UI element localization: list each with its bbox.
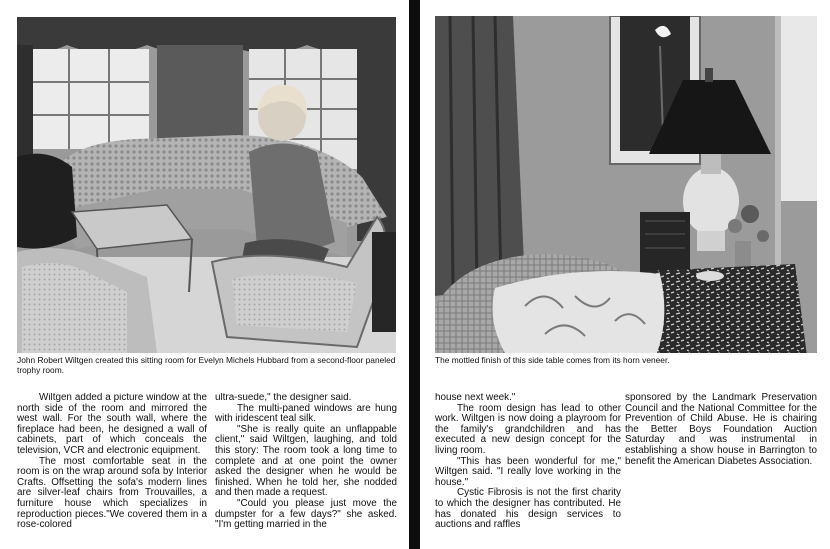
paragraph: The most comfortable seat in the room is on the wrap around sofa by Interior Crafts. Offsetting the sofa's modern lines are silver-leaf chairs from Trouvailles, a furniture house which specializes in reproduction pieces."We covered them in a rose-colored (17, 455, 207, 531)
paragraph: "Could you please just move the dumpster for a few days?" she asked. "I'm getting married in the (215, 497, 397, 531)
right-photo-caption: The mottled finish of this side table comes from its horn veneer. (435, 355, 670, 365)
left-photo-caption: John Robert Wiltgen created this sitting room for Evelyn Michels Hubbard from a second-floor paneled trophy room. (17, 355, 396, 375)
right-article-column-2 (625, 393, 817, 533)
page-gutter (409, 0, 420, 549)
paragraph: The room design has lead to other work. Wiltgen is now doing a playroom for the family's grandchildren and has executed a new design concept for the living room. (435, 402, 621, 456)
paragraph: sponsored by the Landmark Preservation Council and the National Committee for the Prevention of Child Abuse. He is chairing the Better Boys Foundation Auction Saturday and was instrumental in establishing a show house in Barrington to benefit the American Diabetes Association. (625, 393, 817, 467)
sitting-room-photo (17, 17, 396, 353)
right-page (420, 0, 830, 549)
paragraph: Wiltgen added a picture window at the north side of the room and mirrored the west wall. For the south wall, where the fireplace had been, he designed a wall of cabinets, part of which conceals the television, VCR and electronic equipment. (17, 393, 207, 456)
right-article-column-1 (435, 393, 621, 533)
paragraph: Cystic Fibrosis is not the first charity to which the designer has contributed. He has donated his design services to auctions and raffles (435, 487, 621, 531)
left-article-column-2 (215, 393, 397, 533)
paragraph: "She is really quite an unflappable client," said Wiltgen, laughing, and told this story: The room took a long time to complete and at one point the owner asked the designer when he would be finished. When he told her, she nodded and then made a request. (215, 423, 397, 499)
paragraph: "This has been wonderful for me," Wiltgen said. "I really love working in the house." (435, 455, 621, 488)
paragraph: house next week." (435, 393, 516, 403)
left-page (0, 0, 410, 549)
left-article-column-1 (17, 393, 207, 533)
paragraph: The multi-paned windows are hung with iridescent teal silk. (215, 402, 397, 425)
paragraph: ultra-suede," the designer said. (215, 393, 352, 403)
side-table-photo (435, 16, 817, 353)
